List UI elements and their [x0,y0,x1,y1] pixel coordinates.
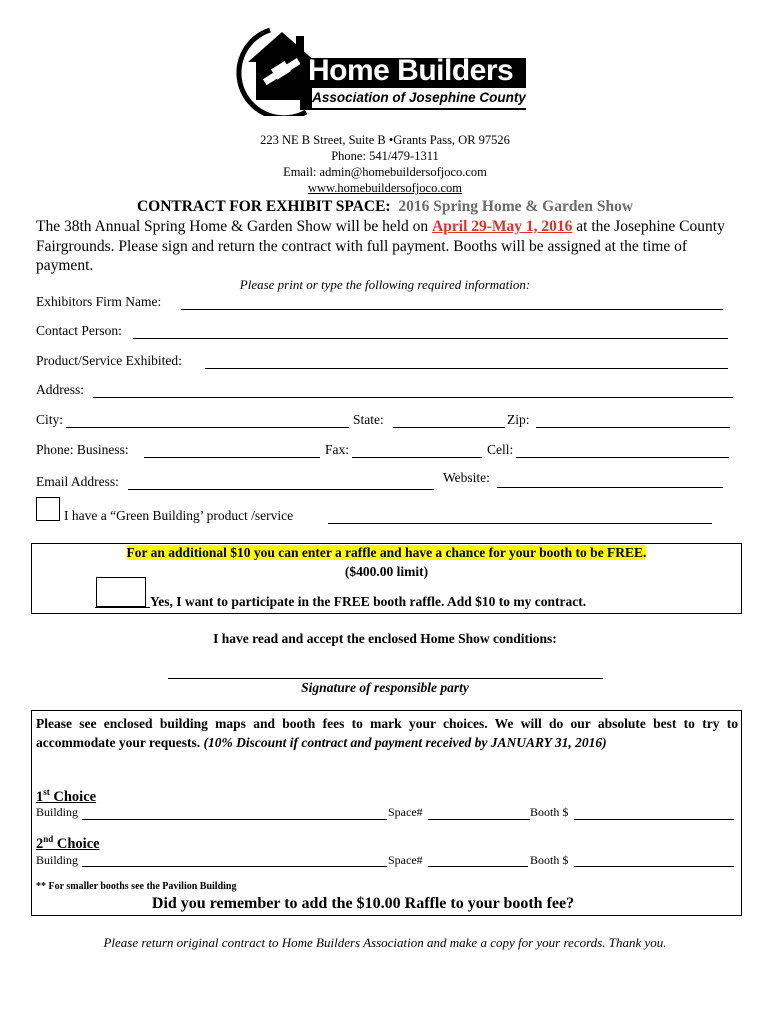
intro-paragraph [36,217,736,276]
phone-business-field[interactable] [144,457,320,458]
product-label: Product/Service Exhibited: [36,353,182,368]
zip-label: Zip: [507,412,530,427]
accept-statement: I have read and accept the enclosed Home Show conditions: [213,631,557,646]
green-building-label: I have a “Green Building’ product /service [64,508,294,523]
second-choice-word: Choice [53,835,100,852]
booth-discount: (10% Discount if contract and payment received by JANUARY 31, 2016) [203,734,607,750]
first-building-label: Building [36,805,79,819]
page-title [0,198,770,216]
first-choice-sup: st [43,787,50,797]
fax-field[interactable] [352,457,482,458]
first-booth-field[interactable] [574,819,734,820]
address-website[interactable]: www.homebuildersofjoco.com [307,181,463,195]
contact-person-label: Contact Person: [36,323,122,338]
contact-person-field[interactable] [133,338,728,339]
address-label: Address: [36,382,84,397]
city-field[interactable] [66,427,349,428]
intro-part2: at the Josephine County Fairgrounds. Please sign and return the contract with full payment. Booths will be assigned at the time of payment. [36,218,725,274]
cell-label: Cell: [487,442,514,457]
first-choice-word: Choice [49,788,97,805]
logo-title: Home Builders [308,54,514,87]
fax-label: Fax: [325,442,350,457]
cell-field[interactable] [516,457,729,458]
address-field[interactable] [93,397,733,398]
booth-intro [36,715,738,752]
second-choice-heading [36,834,100,853]
instructions: Please print or type the following required information: [239,277,531,292]
logo-subtitle: Association of Josephine County [312,88,526,108]
signature-label: Signature of responsible party [301,680,469,695]
address-street: 223 NE B Street, Suite B •Grants Pass, OR 97526 [260,133,510,147]
raffle-reminder: Did you remember to add the $10.00 Raffle to your booth fee? [151,895,575,912]
address-phone: Phone: 541/479-1311 [331,149,439,163]
firm-name-field[interactable] [181,309,723,310]
first-choice-number: 1 [36,788,44,805]
raffle-underline [95,607,150,608]
first-building-field[interactable] [82,819,387,820]
second-space-label: Space# [388,853,423,867]
second-choice-sup: nd [43,834,54,844]
first-space-field[interactable] [428,819,530,820]
state-label: State: [353,412,384,427]
hba-logo [230,24,532,116]
website-label: Website: [443,470,490,485]
green-building-checkbox[interactable] [36,497,60,521]
second-booth-field[interactable] [574,866,734,867]
firm-name-label: Exhibitors Firm Name: [36,294,162,309]
raffle-offer [31,545,742,561]
raffle-limit: ($400.00 limit) [344,564,429,579]
website-field[interactable] [497,487,723,488]
intro-part1: The 38th Annual Spring Home & Garden Show will be held on [36,218,433,235]
pavilion-note: ** For smaller booths see the Pavilion Building [36,881,237,892]
second-building-label: Building [36,853,79,867]
title-main: CONTRACT FOR EXHIBIT SPACE: [136,198,391,215]
first-choice-heading [36,787,96,806]
intro-dates: April 29-May 1, 2016 [432,218,573,235]
phone-business-label: Phone: Business: [36,442,129,457]
green-building-field[interactable] [328,523,712,524]
raffle-checkbox[interactable] [96,577,146,607]
address-email: Email: admin@homebuildersofjoco.com [283,165,487,179]
email-field[interactable] [128,489,434,490]
zip-field[interactable] [536,427,730,428]
first-booth-label: Booth $ [530,805,569,819]
signature-field[interactable] [168,678,603,679]
email-label: Email Address: [36,474,119,489]
second-booth-label: Booth $ [530,853,569,867]
city-label: City: [36,412,64,427]
second-choice-number: 2 [36,835,44,852]
footer-note: Please return original contract to Home Builders Association and make a copy for your records. Thank you. [103,935,667,950]
state-field[interactable] [393,427,505,428]
raffle-offer-text: For an additional $10 you can enter a raffle and have a chance for your booth to be FREE. [126,545,647,560]
title-show: 2016 Spring Home & Garden Show [398,198,634,215]
first-space-label: Space# [388,805,423,819]
raffle-consent: Yes, I want to participate in the FREE booth raffle. Add $10 to my contract. [150,594,587,609]
second-building-field[interactable] [82,866,387,867]
product-field[interactable] [205,368,728,369]
booth-intro-text: Please see enclosed building maps and booth fees to mark your choices. We will do our absolute best to try to accommodate your requests. [36,716,738,750]
second-space-field[interactable] [428,866,528,867]
